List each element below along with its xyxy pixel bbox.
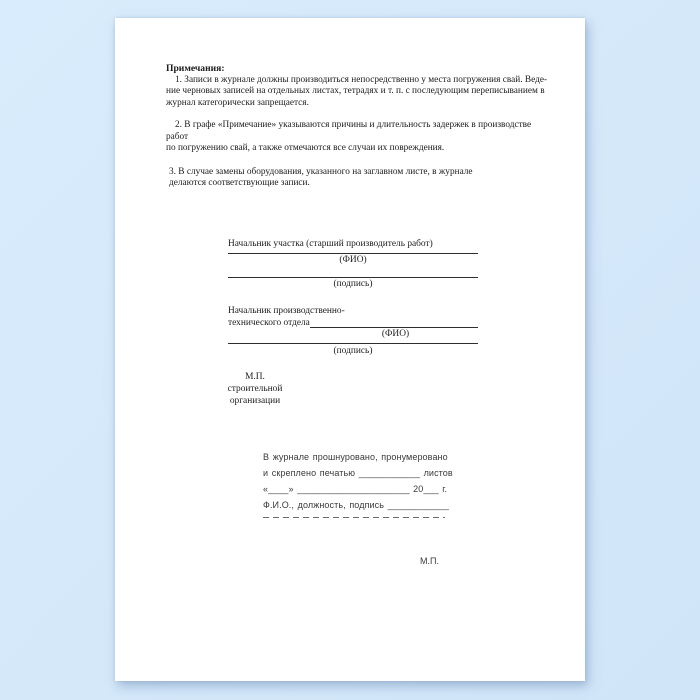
certification-line: «____» ______________________ 20___ г.	[263, 484, 448, 494]
note-line: 2. В графе «Примечание» указываются причины и длительность задержек в производстве работ	[166, 120, 532, 142]
stamp-line: М.П.	[245, 372, 265, 382]
note-paragraph-3	[169, 167, 550, 190]
note-paragraph-2	[166, 120, 550, 155]
fio-fill-line	[228, 250, 478, 254]
note-line: журнал категорически запрещается.	[166, 97, 309, 108]
document-page	[115, 18, 585, 681]
signature-caption: (подпись)	[333, 346, 373, 356]
stamp-line: организации	[229, 396, 281, 406]
signature-block-site-chief	[228, 238, 478, 290]
stamp-place-note	[226, 371, 284, 407]
note-paragraph-1	[166, 75, 550, 110]
signature-title-line-1: Начальник производственно-	[228, 306, 345, 316]
notes-heading: Примечания:	[166, 63, 225, 74]
note-line: 3. В случае замены оборудования, указанного на заглавном листе, в журнале	[169, 166, 473, 177]
certification-line: В журнале прошнуровано, пронумеровано	[263, 452, 448, 462]
stamp-line: строительной	[227, 384, 283, 394]
signature-title-line-2: технического отдела	[228, 318, 310, 328]
certification-line: Ф.И.О., должность, подпись ____________	[263, 500, 449, 510]
notes-section	[166, 63, 550, 190]
fio-caption: (ФИО)	[381, 329, 410, 339]
note-line: делаются соответствующие записи.	[169, 178, 310, 188]
note-line: по погружению свай, а также отмечаются все случаи их повреждения.	[166, 143, 445, 153]
note-line: ние черновых записей на отдельных листах, тетрадях и т. п. с последующим переписыванием в	[166, 86, 545, 96]
note-line: 1. Записи в журнале должны производиться непосредственно у места погружения свай. Веде-	[175, 74, 548, 85]
signature-fill-line	[228, 340, 478, 344]
signature-block-technical-dept-chief	[228, 305, 478, 357]
fio-caption: (ФИО)	[339, 255, 367, 265]
dashed-fill-line	[263, 517, 445, 518]
signature-title-row	[228, 317, 478, 329]
signature-caption: (подпись)	[333, 279, 373, 289]
stamp-place-label: М.П.	[420, 556, 439, 566]
signature-title: Начальник участка (старший производитель работ)	[228, 239, 433, 249]
fio-fill-line	[310, 317, 478, 328]
signature-fill-line	[228, 266, 478, 278]
certification-line: и скреплено печатью ____________ листов	[263, 468, 453, 478]
certification-block	[263, 449, 468, 518]
